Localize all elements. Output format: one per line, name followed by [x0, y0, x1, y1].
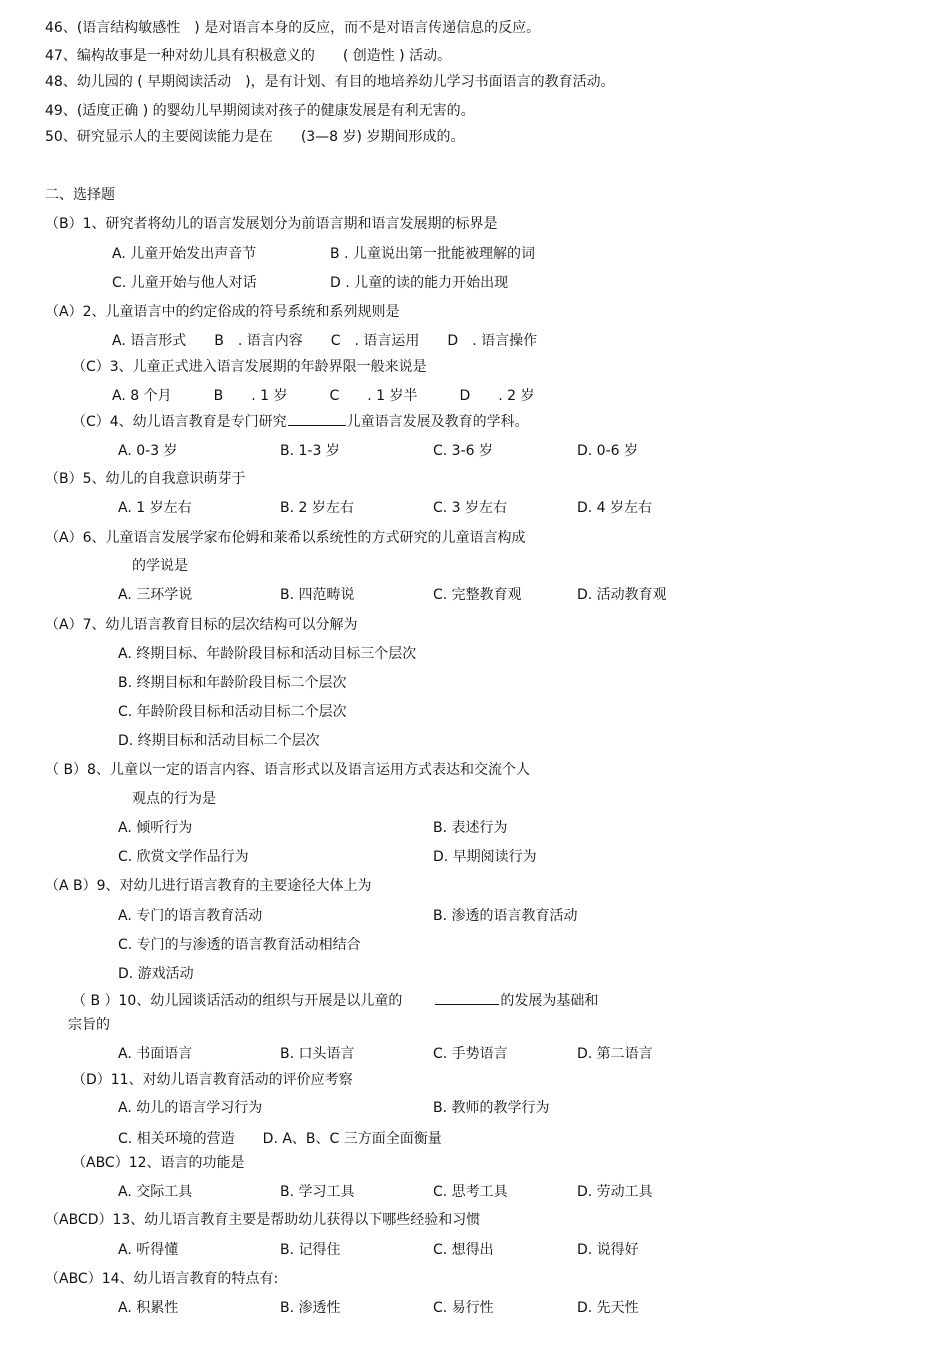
option-c: C. 思考工具 — [433, 1184, 508, 1200]
option-b: B. 学习工具 — [280, 1184, 355, 1200]
question-stem-cont: 宗旨的 — [68, 1017, 110, 1033]
option-a: A. 终期目标、年龄阶段目标和活动目标三个层次 — [118, 646, 417, 662]
option-d: D. 4 岁左右 — [577, 500, 653, 516]
option-c: C. 3-6 岁 — [433, 443, 493, 459]
fill-in-49: 49、(适度正确 ) 的婴幼儿早期阅读对孩子的健康发展是有利无害的。 — [45, 103, 475, 119]
option-d: D. 0-6 岁 — [577, 443, 638, 459]
answer-blank — [435, 990, 499, 1005]
question-stem: （ B）8、儿童以一定的语言内容、语言形式以及语言运用方式表达和交流个人 — [45, 762, 530, 778]
option-a: A. 专门的语言教育活动 — [118, 908, 263, 924]
question-stem: （ABC）14、幼儿语言教育的特点有: — [45, 1271, 279, 1287]
option-a: A. 听得懂 — [118, 1242, 179, 1258]
question-stem: （D）11、对幼儿语言教育活动的评价应考察 — [72, 1072, 353, 1088]
option-c: C. 儿童开始与他人对话 — [112, 275, 257, 291]
option-c: C. 易行性 — [433, 1300, 494, 1316]
option-b: B. 2 岁左右 — [280, 500, 354, 516]
fill-in-48: 48、幼儿园的 ( 早期阅读活动 )，是有计划、有目的地培养幼儿学习书面语言的教育活动。 — [45, 74, 615, 90]
option-d: D. 游戏活动 — [118, 966, 194, 982]
option-b: B. 终期目标和年龄阶段目标二个层次 — [118, 675, 347, 691]
option-b: B. 教师的教学行为 — [433, 1100, 550, 1116]
section-title: 二、选择题 — [45, 187, 115, 203]
fill-in-47: 47、编构故事是一种对幼儿具有积极意义的 ( 创造性 ) 活动。 — [45, 48, 452, 64]
question-stem: （C）3、儿童正式进入语言发展期的年龄界限一般来说是 — [72, 359, 427, 375]
question-stem: （B）5、幼儿的自我意识萌芽于 — [45, 471, 246, 487]
stem-part: （C）4、幼儿语言教育是专门研究 — [72, 414, 287, 430]
question-stem: （A）6、儿童语言发展学家布伦姆和莱希以系统性的方式研究的儿童语言构成 — [45, 530, 526, 546]
option-b: B. 1-3 岁 — [280, 443, 340, 459]
question-stem-cont: 的学说是 — [132, 558, 188, 574]
question-stem: （ABC）12、语言的功能是 — [72, 1155, 245, 1171]
option-d: D. 先天性 — [577, 1300, 639, 1316]
option-c: C. 想得出 — [433, 1242, 494, 1258]
option-c: C. 3 岁左右 — [433, 500, 508, 516]
option-c: C. 年龄阶段目标和活动目标二个层次 — [118, 704, 347, 720]
question-stem: （A B）9、对幼儿进行语言教育的主要途径大体上为 — [45, 878, 372, 894]
option-b: B. 口头语言 — [280, 1046, 355, 1062]
option-c: C. 专门的与渗透的语言教育活动相结合 — [118, 937, 361, 953]
option-a: A. 1 岁左右 — [118, 500, 192, 516]
fill-in-46: 46、(语言结构敏感性 ) 是对语言本身的反应，而不是对语言传递信息的反应。 — [45, 20, 541, 36]
option-d: D. 终期目标和活动目标二个层次 — [118, 733, 320, 749]
option-a: A. 倾听行为 — [118, 820, 193, 836]
question-stem — [72, 411, 529, 432]
stem-part: 的发展为基础和 — [500, 993, 599, 1009]
option-d: D. 说得好 — [577, 1242, 639, 1258]
option-d: D. 劳动工具 — [577, 1184, 653, 1200]
fill-in-50: 50、研究显示人的主要阅读能力是在 (3—8 岁) 岁期间形成的。 — [45, 129, 465, 145]
option-c: C. 手势语言 — [433, 1046, 508, 1062]
option-c: C. 完整教育观 — [433, 587, 522, 603]
question-stem-cont: 观点的行为是 — [132, 791, 216, 807]
option-b: B. 记得住 — [280, 1242, 341, 1258]
option-d: D. 第二语言 — [577, 1046, 653, 1062]
option-d: D . 儿童的读的能力开始出现 — [330, 275, 509, 291]
answer-blank — [288, 411, 346, 426]
option-d: D. 活动教育观 — [577, 587, 667, 603]
option-a: A. 儿童开始发出声音节 — [112, 246, 257, 262]
stem-part: （ B ）10、幼儿园谈话活动的组织与开展是以儿童的 — [72, 993, 403, 1009]
option-a: A. 0-3 岁 — [118, 443, 178, 459]
option-b: B . 儿童说出第一批能被理解的词 — [330, 246, 535, 262]
option-a: A. 三环学说 — [118, 587, 193, 603]
option-a: A. 交际工具 — [118, 1184, 193, 1200]
options-line: C. 相关环境的营造 D. A、B、C 三方面全面衡量 — [118, 1131, 442, 1147]
option-b: B. 渗透性 — [280, 1300, 341, 1316]
option-b: B. 四范畴说 — [280, 587, 355, 603]
option-b: B. 渗透的语言教育活动 — [433, 908, 578, 924]
option-a: A. 幼儿的语言学习行为 — [118, 1100, 263, 1116]
option-d: D. 早期阅读行为 — [433, 849, 537, 865]
option-a: A. 积累性 — [118, 1300, 179, 1316]
question-stem: （A）7、幼儿语言教育目标的层次结构可以分解为 — [45, 617, 358, 633]
option-a: A. 书面语言 — [118, 1046, 193, 1062]
question-stem: （A）2、儿童语言中的约定俗成的符号系统和系列规则是 — [45, 304, 400, 320]
options-line: A. 语言形式 B . 语言内容 C . 语言运用 D . 语言操作 — [112, 333, 538, 349]
option-b: B. 表述行为 — [433, 820, 508, 836]
options-line: A. 8 个月 B . 1 岁 C . 1 岁半 D . 2 岁 — [112, 388, 535, 404]
question-stem — [72, 990, 598, 1011]
stem-part: 儿童语言发展及教育的学科。 — [346, 414, 529, 430]
question-stem: （ABCD）13、幼儿语言教育主要是帮助幼儿获得以下哪些经验和习惯 — [45, 1212, 481, 1228]
option-c: C. 欣赏文学作品行为 — [118, 849, 249, 865]
question-stem: （B）1、研究者将幼儿的语言发展划分为前语言期和语言发展期的标界是 — [45, 216, 498, 232]
